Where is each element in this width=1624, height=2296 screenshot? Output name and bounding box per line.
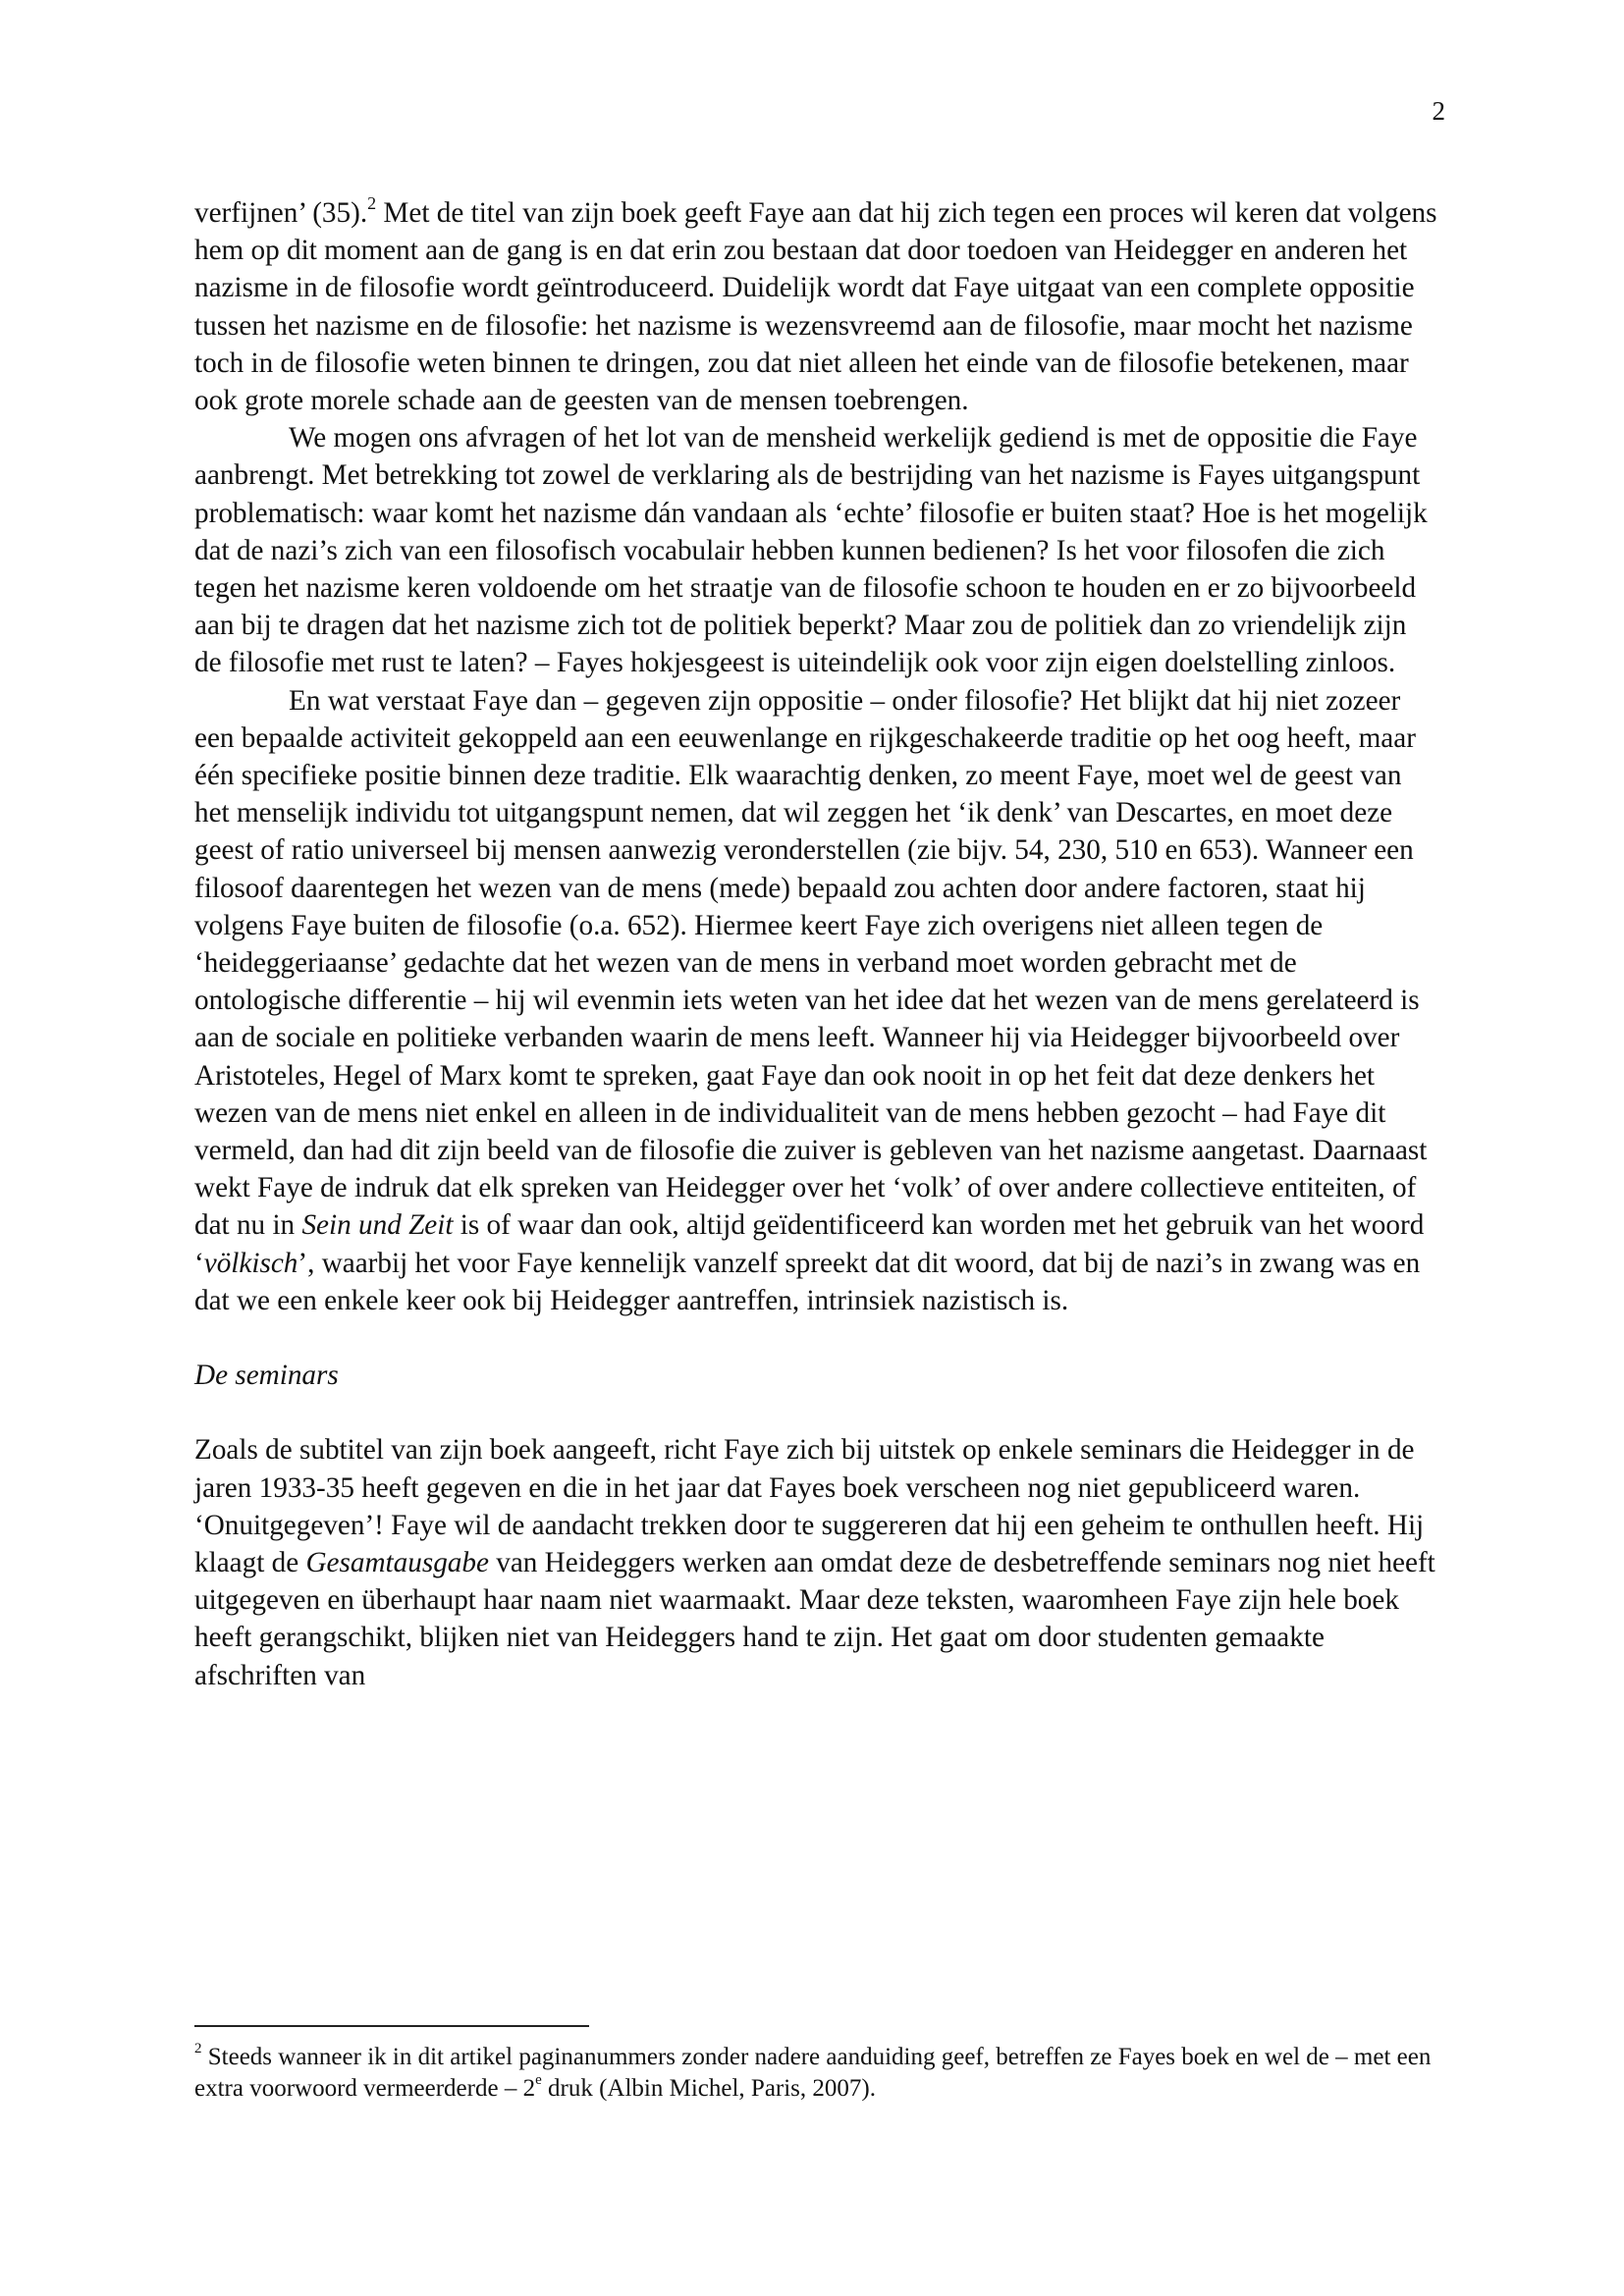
paragraph-3 [194, 682, 1439, 1319]
section-heading: De seminars [194, 1360, 339, 1392]
italic-title-sein-und-zeit: Sein und Zeit [301, 1209, 454, 1242]
footnote-separator [194, 2025, 589, 2027]
page-number: 2 [1432, 96, 1445, 126]
paragraph-3-text-b: is of waar dan ook, altijd geïdentificeerd kan worden met het gebruik van het woord ‘ [194, 1209, 1425, 1279]
footnote-text-b: druk (Albin Michel, Paris, 2007). [541, 2075, 876, 2102]
paragraph-4-text-b: van Heideggers werken aan omdat deze de desbetreffende seminars nog niet heeft uitgegeven en überhaupt haar naam niet waarmaakt. Maar deze teksten, waaromheen Faye zijn hele boek heeft gerangschikt, blijken niet van Heideggers hand te zijn. Het gaat om door studenten gemaakte afschriften van [194, 1546, 1435, 1691]
paragraph-4-text-a: Zoals de subtitel van zijn boek aangeeft, richt Faye zich bij uitstek op enkele seminars die Heidegger in de jaren 1933-35 heeft gegeven en die in het jaar dat Fayes boek verscheen nog niet gepubliceerd waren. ‘Onuitgegeven’! Faye wil de aandacht trekken door te suggereren dat hij een geheim te onthullen heeft. Hij klaagt de [194, 1434, 1425, 1578]
italic-title-gesamtausgabe: Gesamtausgabe [305, 1546, 489, 1578]
main-text [194, 194, 1439, 1694]
footnote-superscript-e: e [535, 2071, 542, 2088]
footnote-reference: 2 [367, 193, 377, 214]
paragraph-4 [194, 1431, 1439, 1693]
paragraph-3-text-a: En wat verstaat Faye dan – gegeven zijn oppositie – onder filosofie? Het blijkt dat hij niet zozeer een bepaalde activiteit gekoppeld aan een eeuwenlange en rijkgeschakeerde traditie op het oog heeft, maar één specifieke positie binnen deze traditie. Elk waarachtig denken, zo meent Faye, moet wel de geest van het menselijk individu tot uitgangspunt nemen, dat wil zeggen het ‘ik denk’ van Descartes, en moet deze geest of ratio universeel bij mensen aanwezig veronderstellen (zie bijv. 54, 230, 510 en 653). Wanneer een filosoof daarentegen het wezen van de mens (mede) bepaald zou achten door andere factoren, staat hij volgens Faye buiten de filosofie (o.a. 652). Hiermee keert Faye zich overigens niet alleen tegen de ‘heideggeriaanse’ gedachte dat het wezen van de mens in verband moet worden gebracht met de ontologische differentie – hij wil evenmin iets weten van het idee dat het wezen van de mens gerelateerd is aan de sociale en politieke verbanden waarin de mens leeft. Wanneer hij via Heidegger bijvoorbeeld over Aristoteles, Hegel of Marx komt te spreken, gaat Faye dan ook nooit in op het feit dat deze denkers het wezen van de mens niet enkel en alleen in de individualiteit van de mens hebben gezocht – had Faye dit vermeld, dan had dit zijn beeld van de filosofie die zuiver is gebleven van het nazisme aangetast. Daarnaast wekt Faye de indruk dat elk spreken van Heidegger over het ‘volk’ of over andere collectieve entiteiten, of dat nu in [194, 684, 1428, 1242]
paragraph-1-text-b: Met de titel van zijn boek geeft Faye aan dat hij zich tegen een proces wil keren dat volgens hem op dit moment aan de gang is en dat erin zou bestaan dat door toedoen van Heidegger en anderen het nazisme in de filosofie wordt geïntroduceerd. Duidelijk wordt dat Faye uitgaat van een complete oppositie tussen het nazisme en de filosofie: het nazisme is wezensvreemd aan de filosofie, maar mocht het nazisme toch in de filosofie weten binnen te dringen, zou dat niet alleen het einde van de filosofie betekenen, maar ook grote morele schade aan de geesten van de mensen toebrengen. [194, 197, 1437, 417]
footnote-marker: 2 [194, 2040, 202, 2056]
paragraph-3-text-c: ’, waarbij het voor Faye kennelijk vanzelf spreekt dat dit woord, dat bij de nazi’s in zwang was en dat we een enkele keer ook bij Heidegger aantreffen, intrinsiek nazistisch is. [194, 1247, 1421, 1316]
footnote-text-a: Steeds wanneer ik in dit artikel paginanummers zonder nadere aanduiding geef, betreffen ze Fayes boek en wel de – met een extra voorwoord vermeerderde – 2 [194, 2044, 1432, 2102]
paragraph-2: We mogen ons afvragen of het lot van de mensheid werkelijk gediend is met de oppositie die Faye aanbrengt. Met betrekking tot zowel de verklaring als de bestrijding van het nazisme is Fayes uitgangspunt problematisch: waar komt het nazisme dán vandaan als ‘echte’ filosofie er buiten staat? Hoe is het mogelijk dat de nazi’s zich van een filosofisch vocabulair hebben kunnen bedienen? Is het voor filosofen die zich tegen het nazisme keren voldoende om het straatje van de filosofie schoon te houden en er zo bijvoorbeeld aan bij te dragen dat het nazisme zich tot de politiek beperkt? Maar zou de politiek dan zo vriendelijk zijn de filosofie met rust te laten? – Fayes hokjesgeest is uiteindelijk ook voor zijn eigen doelstelling zinloos. [194, 422, 1428, 679]
italic-term-volkisch: völkisch [203, 1247, 298, 1279]
paragraph-1 [194, 194, 1439, 419]
footnote [194, 2042, 1439, 2105]
paragraph-1-text-a: verfijnen’ (35). [194, 197, 368, 229]
